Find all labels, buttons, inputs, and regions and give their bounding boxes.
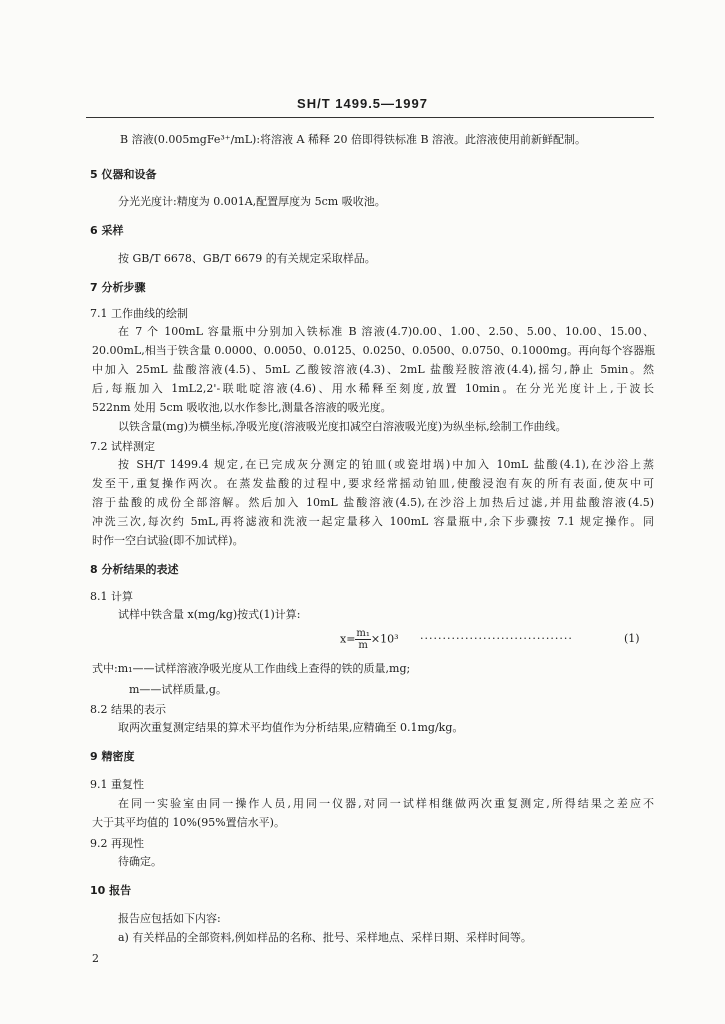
text-line-s92: 9.2 再现性 (90, 837, 144, 850)
text-line-l14: 时作一空白试验(即不加试样)。 (92, 534, 244, 547)
text-line-l21: 待确定。 (118, 855, 162, 868)
text-line-s8: 8 分析结果的表述 (90, 563, 179, 576)
text-line-s82: 8.2 结果的表示 (90, 703, 166, 716)
text-line-l16: 式中:m₁——试样溶液净吸光度从工作曲线上查得的铁的质量,mg; (92, 662, 411, 675)
equation-number: (1) (624, 632, 640, 645)
text-line-s71: 7.1 工作曲线的绘制 (90, 307, 188, 320)
equation-numerator: m₁ (356, 628, 370, 639)
header-rule (86, 117, 654, 118)
text-line-s81: 8.1 计算 (90, 590, 133, 603)
text-line-l2: 分光光度计:精度为 0.001A,配置厚度为 5cm 吸收池。 (118, 195, 386, 208)
equation-leader-dots: ·································· (420, 632, 573, 645)
text-line-s5: 5 仪器和设备 (90, 168, 157, 181)
text-line-l13: 冲洗三次,每次约 5mL,再将滤液和洗液一起定量移入 100mL 容量瓶中,余下步骤按 7.1 规定操作。同 (92, 515, 654, 528)
equation-lhs: x= (340, 632, 356, 646)
text-line-l6: 中加入 25mL 盐酸溶液(4.5)、5mL 乙酸铵溶液(4.3)、2mL 盐酸羟胺溶液(4.4),摇匀,静止 5min。然 (92, 363, 654, 376)
text-line-l12: 溶于盐酸的成份全部溶解。然后加入 10mL 盐酸溶液(4.5),在沙浴上加热后过滤,并用盐酸溶液(4.5) (92, 496, 654, 509)
page-number: 2 (92, 952, 99, 965)
text-line-l11: 发至干,重复操作两次。在蒸发盐酸的过程中,要求经常摇动铂皿,使酸浸泡有灰的所有表面,使灰中可 (92, 477, 654, 490)
equation-rhs: ×10³ (370, 632, 399, 646)
text-line-s6: 6 采样 (90, 224, 124, 237)
text-line-l1: B 溶液(0.005mgFe³⁺/mL):将溶液 A 稀释 20 倍即得铁标准 B 溶液。此溶液使用前新鲜配制。 (120, 133, 587, 146)
text-line-l3: 按 GB/T 6678、GB/T 6679 的有关规定采取样品。 (118, 252, 376, 265)
text-line-l10: 按 SH/T 1499.4 规定,在已完成灰分测定的铂皿(或瓷坩埚)中加入 10mL 盐酸(4.1),在沙浴上蒸 (118, 458, 654, 471)
text-line-l7: 后,每瓶加入 1mL2,2'-联吡啶溶液(4.6)、用水稀释至刻度,放置 10min。在分光光度计上,于波长 (92, 382, 654, 395)
text-line-s7: 7 分析步骤 (90, 281, 146, 294)
equation-denominator: m (358, 640, 368, 651)
equation-fraction (355, 628, 371, 651)
text-line-s91: 9.1 重复性 (90, 778, 144, 791)
text-line-l23: a) 有关样品的全部资料,例如样品的名称、批号、采样地点、采样日期、采样时间等。 (118, 931, 532, 944)
text-line-l5: 20.00mL,相当于铁含量 0.0000、0.0050、0.0125、0.0250、0.0500、0.0750、0.1000mg。再向每个容器瓶 (92, 344, 656, 357)
text-line-l9: 以铁含量(mg)为横坐标,净吸光度(溶液吸光度扣减空白溶液吸光度)为纵坐标,绘制工作曲线。 (118, 420, 567, 433)
text-line-l17: m——试样质量,g。 (129, 683, 227, 696)
text-line-l20: 大于其平均值的 10%(95%置信水平)。 (92, 816, 285, 829)
text-line-l4: 在 7 个 100mL 容量瓶中分别加入铁标准 B 溶液(4.7)0.00、1.00、2.50、5.00、10.00、15.00、 (118, 325, 654, 338)
text-line-s10: 10 报告 (90, 884, 132, 897)
page-header: SH/T 1499.5—1997 (297, 96, 428, 111)
text-line-s72: 7.2 试样测定 (90, 440, 155, 453)
equation-1 (340, 628, 399, 651)
text-line-l15: 试样中铁含量 x(mg/kg)按式(1)计算: (118, 608, 301, 621)
text-line-l18: 取两次重复测定结果的算术平均值作为分析结果,应精确至 0.1mg/kg。 (118, 721, 464, 734)
text-line-s9: 9 精密度 (90, 750, 135, 763)
text-line-l19: 在同一实验室由同一操作人员,用同一仪器,对同一试样相继做两次重复测定,所得结果之差应不 (118, 797, 654, 810)
text-line-l8: 522nm 处用 5cm 吸收池,以水作参比,测量各溶液的吸光度。 (92, 401, 392, 414)
text-line-l22: 报告应包括如下内容: (118, 912, 221, 925)
